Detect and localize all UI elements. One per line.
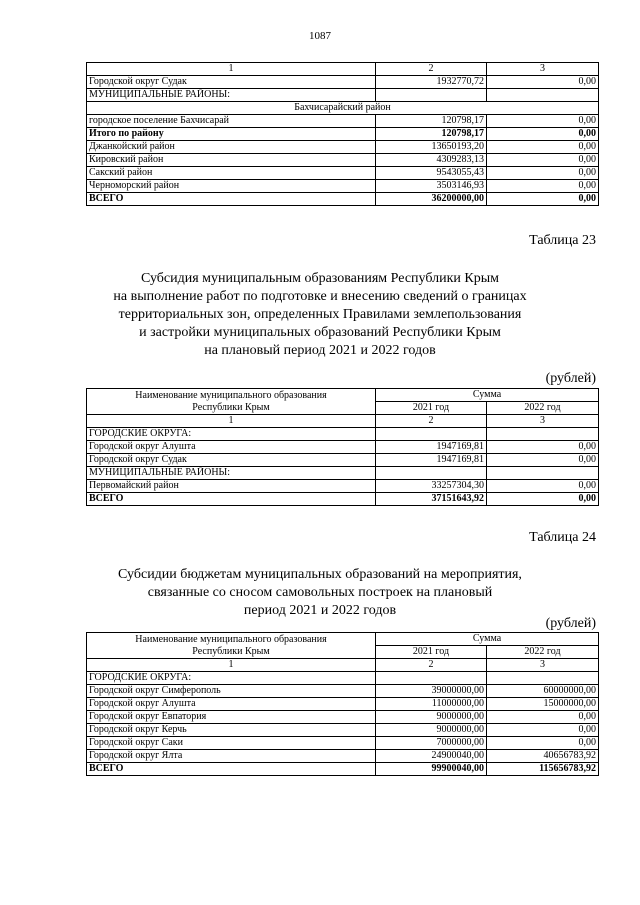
section-row	[87, 428, 599, 441]
table-24-label: Таблица 24	[529, 530, 596, 545]
row-name: Городской округ Алушта	[87, 441, 376, 454]
row-name: Городской округ Евпатория	[87, 711, 376, 724]
row-name: Городской округ Саки	[87, 737, 376, 750]
header-year-2021: 2021 год	[376, 402, 487, 415]
row-name: Городской округ Судак	[87, 454, 376, 467]
title-line: Субсидия муниципальным образованиям Республики Крым	[140, 271, 500, 286]
value-2021: 9543055,43	[376, 167, 487, 180]
row-name: Городской округ Судак	[87, 76, 376, 89]
subheader-row	[87, 102, 599, 115]
header-name	[87, 633, 376, 659]
section-label: МУНИЦИПАЛЬНЫЕ РАЙОНЫ:	[87, 89, 376, 102]
value-2021: 9000000,00	[376, 711, 487, 724]
section-row	[87, 89, 599, 102]
row-name: Городской округ Ялта	[87, 750, 376, 763]
value-2022: 0,00	[487, 480, 599, 493]
empty-cell	[376, 428, 487, 441]
empty-cell	[487, 428, 599, 441]
col-number: 1	[87, 415, 376, 428]
table-continuation	[86, 62, 599, 206]
value-2021: 24900040,00	[376, 750, 487, 763]
row-name: городское поселение Бахчисарай	[87, 115, 376, 128]
header-name-line: Наименование муниципального образования	[135, 389, 327, 401]
table-row	[87, 76, 599, 89]
value-2021: 1947169,81	[376, 454, 487, 467]
table-row	[87, 454, 599, 467]
table-24	[86, 632, 599, 776]
section-row	[87, 672, 599, 685]
row-name: Городской округ Алушта	[87, 698, 376, 711]
table-row	[87, 750, 599, 763]
value-2022: 0,00	[487, 493, 599, 506]
title-line: связанные со сносом самовольных построек на плановый	[147, 585, 493, 600]
col-number: 3	[487, 415, 599, 428]
section-label: МУНИЦИПАЛЬНЫЕ РАЙОНЫ:	[87, 467, 376, 480]
col-number: 3	[487, 659, 599, 672]
header-year-2022: 2022 год	[487, 402, 599, 415]
value-2021: 36200000,00	[376, 193, 487, 206]
value-2021: 4309283,13	[376, 154, 487, 167]
row-name: ВСЕГО	[87, 493, 376, 506]
table-row	[87, 141, 599, 154]
col-number: 2	[376, 63, 487, 76]
header-year-2021: 2021 год	[376, 646, 487, 659]
table-row	[87, 480, 599, 493]
value-2021: 1932770,72	[376, 76, 487, 89]
empty-cell	[376, 467, 487, 480]
table-23-title	[60, 270, 580, 360]
empty-cell	[487, 672, 599, 685]
title-line: период 2021 и 2022 годов	[243, 603, 397, 618]
row-name: ВСЕГО	[87, 193, 376, 206]
table-row	[87, 685, 599, 698]
column-number-row	[87, 659, 599, 672]
value-2022: 0,00	[487, 154, 599, 167]
value-2022: 0,00	[487, 128, 599, 141]
empty-cell	[487, 89, 599, 102]
empty-cell	[376, 89, 487, 102]
table-23-unit: (рублей)	[545, 371, 596, 386]
column-number-row	[87, 415, 599, 428]
title-line: на плановый период 2021 и 2022 годов	[204, 343, 436, 358]
table-row	[87, 493, 599, 506]
empty-cell	[487, 467, 599, 480]
row-name: Кировский район	[87, 154, 376, 167]
value-2022: 60000000,00	[487, 685, 599, 698]
table-23	[86, 388, 599, 506]
col-number: 3	[487, 63, 599, 76]
table-row	[87, 711, 599, 724]
section-label: ГОРОДСКИЕ ОКРУГА:	[87, 428, 376, 441]
value-2022: 15000000,00	[487, 698, 599, 711]
value-2022: 0,00	[487, 711, 599, 724]
table-row	[87, 167, 599, 180]
value-2021: 13650193,20	[376, 141, 487, 154]
row-name: Черноморский район	[87, 180, 376, 193]
value-2022: 0,00	[487, 167, 599, 180]
column-number-row	[87, 63, 599, 76]
value-2021: 120798,17	[376, 115, 487, 128]
value-2022: 0,00	[487, 737, 599, 750]
table-row	[87, 154, 599, 167]
header-name-line: Республики Крым	[192, 645, 270, 657]
table-row	[87, 193, 599, 206]
district-subheader: Бахчисарайский район	[87, 102, 599, 115]
page-number: 1087	[309, 30, 331, 42]
header-sum: Сумма	[376, 389, 599, 402]
section-row	[87, 467, 599, 480]
table-row	[87, 724, 599, 737]
row-name: Городской округ Керчь	[87, 724, 376, 737]
row-name: Итого по району	[87, 128, 376, 141]
table-23-label: Таблица 23	[529, 233, 596, 248]
value-2022: 115656783,92	[487, 763, 599, 776]
table-row	[87, 115, 599, 128]
title-line: и застройки муниципальных образований Республики Крым	[139, 325, 501, 340]
value-2022: 0,00	[487, 180, 599, 193]
header-year-2022: 2022 год	[487, 646, 599, 659]
table-row	[87, 180, 599, 193]
title-line: Субсидии бюджетам муниципальных образований на мероприятия,	[118, 567, 522, 582]
value-2021: 33257304,30	[376, 480, 487, 493]
table-row	[87, 441, 599, 454]
section-label: ГОРОДСКИЕ ОКРУГА:	[87, 672, 376, 685]
header-sum: Сумма	[376, 633, 599, 646]
value-2022: 0,00	[487, 454, 599, 467]
value-2021: 120798,17	[376, 128, 487, 141]
table-row	[87, 763, 599, 776]
value-2021: 9000000,00	[376, 724, 487, 737]
col-number: 1	[87, 659, 376, 672]
col-number: 2	[376, 415, 487, 428]
row-name: Первомайский район	[87, 480, 376, 493]
col-number: 2	[376, 659, 487, 672]
table-row	[87, 128, 599, 141]
value-2021: 7000000,00	[376, 737, 487, 750]
value-2022: 0,00	[487, 141, 599, 154]
row-name: ВСЕГО	[87, 763, 376, 776]
header-name-line: Республики Крым	[192, 401, 270, 413]
header-name-line: Наименование муниципального образования	[135, 633, 327, 645]
value-2021: 11000000,00	[376, 698, 487, 711]
value-2022: 0,00	[487, 115, 599, 128]
row-name: Городской округ Симферополь	[87, 685, 376, 698]
table-24-title	[60, 566, 580, 620]
table-row	[87, 737, 599, 750]
value-2021: 99900040,00	[376, 763, 487, 776]
row-name: Джанкойский район	[87, 141, 376, 154]
value-2021: 1947169,81	[376, 441, 487, 454]
title-line: территориальных зон, определенных Правилами землепользования	[118, 307, 522, 322]
title-line: на выполнение работ по подготовке и внесению сведений о границах	[113, 289, 527, 304]
header-name	[87, 389, 376, 415]
value-2021: 37151643,92	[376, 493, 487, 506]
value-2022: 0,00	[487, 76, 599, 89]
empty-cell	[376, 672, 487, 685]
value-2022: 0,00	[487, 724, 599, 737]
table-24-unit: (рублей)	[545, 616, 596, 631]
value-2022: 0,00	[487, 193, 599, 206]
value-2021: 39000000,00	[376, 685, 487, 698]
row-name: Сакский район	[87, 167, 376, 180]
value-2022: 0,00	[487, 441, 599, 454]
value-2021: 3503146,93	[376, 180, 487, 193]
col-number: 1	[87, 63, 376, 76]
value-2022: 40656783,92	[487, 750, 599, 763]
table-row	[87, 698, 599, 711]
